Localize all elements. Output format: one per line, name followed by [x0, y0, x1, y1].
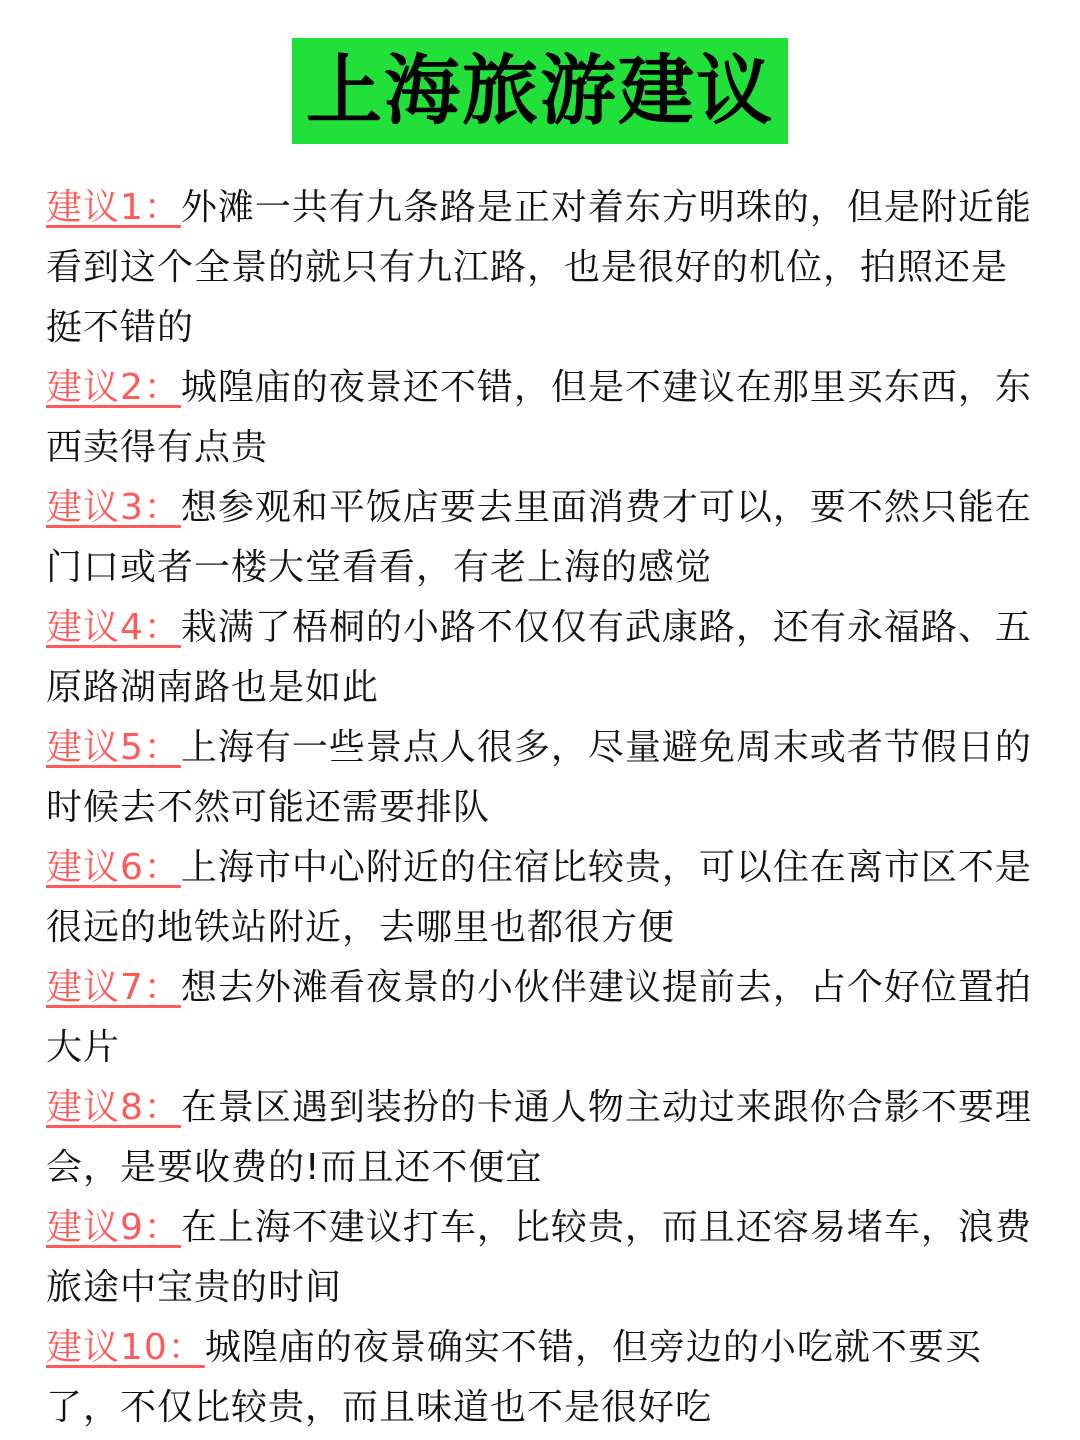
tip-text-1: 外滩一共有九条路是正对着东方明珠的，但是附近能看到这个全景的就只有九江路，也是很好的机位，拍照还是挺不错的	[46, 187, 1032, 348]
page-title: 上海旅游建议	[292, 38, 788, 144]
title-wrapper	[0, 38, 1080, 144]
tip-text-7: 想去外滩看夜景的小伙伴建议提前去，占个好位置拍大片	[46, 967, 1032, 1068]
tip-text-4: 栽满了梧桐的小路不仅仅有武康路，还有永福路、五原路湖南路也是如此	[46, 607, 1032, 708]
tip-item-10	[46, 1318, 1036, 1438]
tip-item-8	[46, 1078, 1036, 1198]
tip-text-9: 在上海不建议打车，比较贵，而且还容易堵车，浪费旅途中宝贵的时间	[46, 1207, 1032, 1308]
tip-label-2: 建议2：	[46, 367, 181, 408]
tip-text-8: 在景区遇到装扮的卡通人物主动过来跟你合影不要理会，是要收费的!而且还不便宜	[46, 1087, 1032, 1188]
tip-item-6	[46, 838, 1036, 958]
tip-text-6: 上海市中心附近的住宿比较贵，可以住在离市区不是很远的地铁站附近，去哪里也都很方便	[46, 847, 1032, 948]
tip-item-9	[46, 1198, 1036, 1318]
tip-item-2	[46, 358, 1036, 478]
tip-text-3: 想参观和平饭店要去里面消费才可以，要不然只能在门口或者一楼大堂看看，有老上海的感觉	[46, 487, 1032, 588]
tip-text-10: 城隍庙的夜景确实不错，但旁边的小吃就不要买了，不仅比较贵，而且味道也不是很好吃	[46, 1327, 982, 1428]
tip-label-6: 建议6：	[46, 847, 181, 888]
tip-item-4	[46, 598, 1036, 718]
tip-label-5: 建议5：	[46, 727, 181, 768]
tip-label-9: 建议9：	[46, 1207, 181, 1248]
tip-item-1	[46, 178, 1036, 358]
tip-label-1: 建议1：	[46, 187, 181, 228]
tip-label-4: 建议4：	[46, 607, 181, 648]
tip-text-2: 城隍庙的夜景还不错，但是不建议在那里买东西，东西卖得有点贵	[46, 367, 1032, 468]
tip-label-7: 建议7：	[46, 967, 181, 1008]
tip-item-5	[46, 718, 1036, 838]
tip-text-5: 上海有一些景点人很多，尽量避免周末或者节假日的时候去不然可能还需要排队	[46, 727, 1032, 828]
tip-label-8: 建议8：	[46, 1087, 181, 1128]
tip-label-3: 建议3：	[46, 487, 181, 528]
tip-item-7	[46, 958, 1036, 1078]
tip-label-10: 建议10：	[46, 1327, 205, 1368]
tips-list	[46, 178, 1036, 1438]
tip-item-3	[46, 478, 1036, 598]
